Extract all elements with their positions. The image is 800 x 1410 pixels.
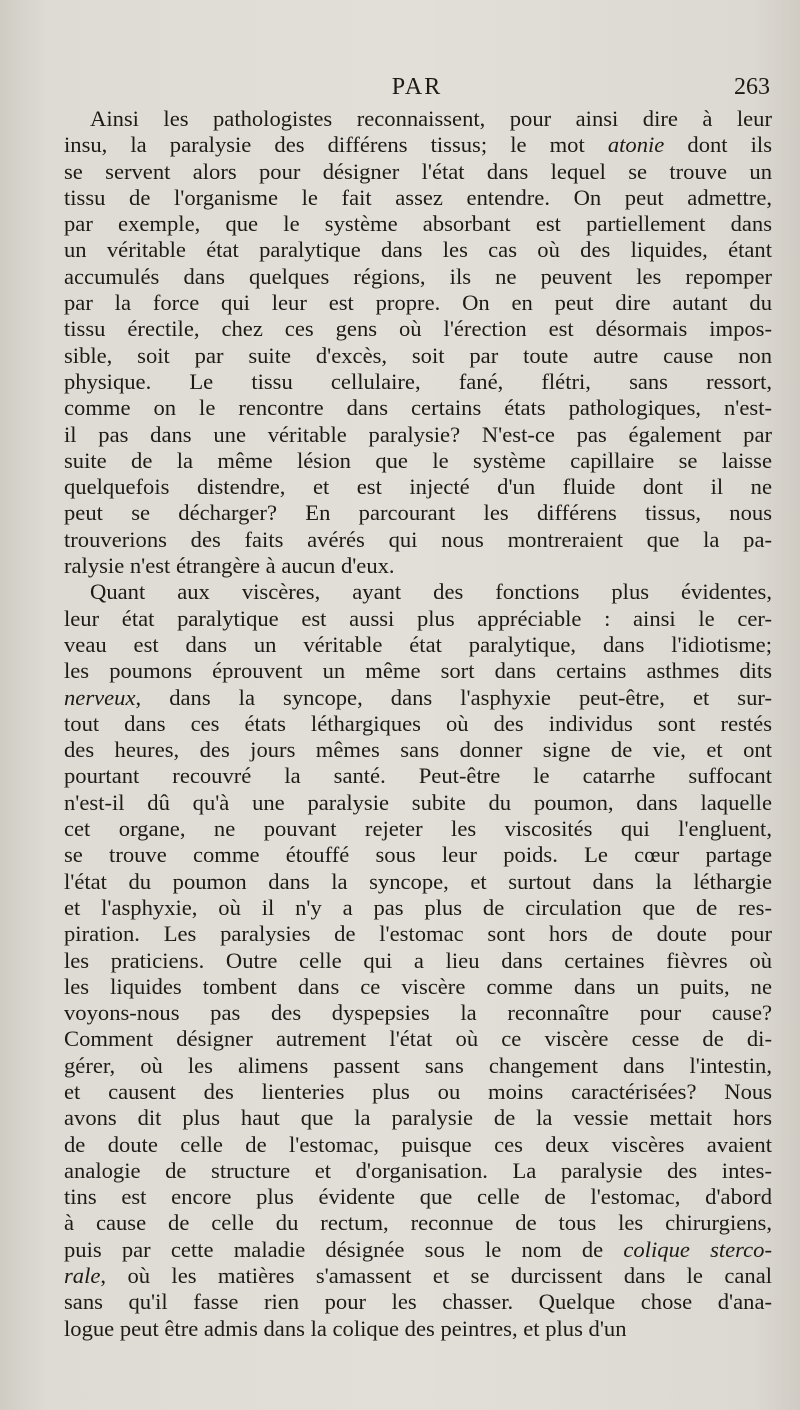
- body-text: [64, 106, 772, 1342]
- text-line: Ainsi les pathologistes reconnaissent, pour ainsi dire à leur: [90, 106, 772, 131]
- text-line: cet organe, ne pouvant rejeter les viscosités qui l'engluent,: [64, 816, 772, 842]
- text-line: à cause de celle du rectum, reconnue de tous les chirurgiens,: [64, 1210, 772, 1236]
- text-line: et l'asphyxie, où il n'y a pas plus de circulation que de res-: [64, 894, 772, 920]
- text-line: l'état du poumon dans la syncope, et surtout dans la léthargie: [64, 868, 772, 894]
- text-line: physique. Le tissu cellulaire, fané, flétri, sans ressort,: [64, 368, 772, 394]
- text-line: tissu érectile, chez ces gens où l'érection est désormais impos-: [64, 316, 772, 342]
- text-line: trouverions des faits avérés qui nous montreraient que la pa-: [64, 526, 772, 552]
- text-line: gérer, où les alimens passent sans changement dans l'intestin,: [64, 1052, 772, 1078]
- text-line: insu, la paralysie des différens tissus; le mot atonie dont ils: [64, 132, 772, 158]
- text-line: par la force qui leur est propre. On en peut dire autant du: [64, 290, 772, 316]
- text-line: n'est-il dû qu'à une paralysie subite du poumon, dans laquelle: [64, 789, 772, 815]
- text-line: accumulés dans quelques régions, ils ne peuvent les repomper: [64, 263, 772, 289]
- text-line: et causent des lienteries plus ou moins caractérisées? Nous: [64, 1078, 772, 1104]
- text-line: sible, soit par suite d'excès, soit par toute autre cause non: [64, 342, 772, 368]
- text-line: Quant aux viscères, ayant des fonctions plus évidentes,: [90, 579, 772, 605]
- text-line: peut se décharger? En parcourant les différens tissus, nous: [64, 500, 772, 526]
- text-line: nerveux, dans la syncope, dans l'asphyxie peut-être, et sur-: [64, 684, 772, 710]
- text-line: Comment désigner autrement l'état où ce viscère cesse de di-: [64, 1026, 772, 1052]
- page-number: 263: [734, 74, 770, 100]
- text-line: par exemple, que le système absorbant est partiellement dans: [64, 211, 772, 237]
- text-line: ralysie n'est étrangère à aucun d'eux.: [64, 553, 395, 579]
- text-line: de doute celle de l'estomac, puisque ces deux viscères avaient: [64, 1131, 772, 1157]
- running-head: PAR: [391, 74, 443, 100]
- text-line: se trouve comme étouffé sous leur poids. Le cœur partage: [64, 842, 772, 868]
- text-line: il pas dans une véritable paralysie? N'est-ce pas également par: [64, 421, 772, 447]
- text-line: les poumons éprouvent un même sort dans certains asthmes dits: [64, 658, 772, 684]
- text-line: suite de la même lésion que le système capillaire se laisse: [64, 447, 772, 473]
- text-line: tissu de l'organisme le fait assez entendre. On peut admettre,: [64, 184, 772, 210]
- text-line: comme on le rencontre dans certains états pathologiques, n'est-: [64, 395, 772, 421]
- text-line: rale, où les matières s'amassent et se durcissent dans le canal: [64, 1263, 772, 1289]
- text-line: les praticiens. Outre celle qui a lieu dans certaines fièvres où: [64, 947, 772, 973]
- text-line: veau est dans un véritable état paralytique, dans l'idiotisme;: [64, 631, 772, 657]
- text-line: logue peut être admis dans la colique des peintres, et plus d'un: [64, 1315, 627, 1341]
- text-line: leur état paralytique est aussi plus appréciable : ainsi le cer-: [64, 605, 772, 631]
- text-line: quelquefois distendre, et est injecté d'un fluide dont il ne: [64, 474, 772, 500]
- text-line: un véritable état paralytique dans les cas où des liquides, étant: [64, 237, 772, 263]
- text-line: analogie de structure et d'organisation. La paralysie des intes-: [64, 1157, 772, 1183]
- text-line: les liquides tombent dans ce viscère comme dans un puits, ne: [64, 973, 772, 999]
- text-line: avons dit plus haut que la paralysie de la vessie mettait hors: [64, 1105, 772, 1131]
- text-line: tout dans ces états léthargiques où des individus sont restés: [64, 710, 772, 736]
- text-line: se servent alors pour désigner l'état dans lequel se trouve un: [64, 158, 772, 184]
- text-line: tins est encore plus évidente que celle de l'estomac, d'abord: [64, 1184, 772, 1210]
- text-line: piration. Les paralysies de l'estomac sont hors de doute pour: [64, 921, 772, 947]
- text-line: pourtant recouvré la santé. Peut-être le catarrhe suffocant: [64, 763, 772, 789]
- text-line: sans qu'il fasse rien pour les chasser. Quelque chose d'ana-: [64, 1289, 772, 1315]
- text-line: des heures, des jours mêmes sans donner signe de vie, et ont: [64, 737, 772, 763]
- text-line: puis par cette maladie désignée sous le nom de colique sterco-: [64, 1236, 772, 1262]
- text-line: voyons-nous pas des dyspepsies la reconnaître pour cause?: [64, 1000, 772, 1026]
